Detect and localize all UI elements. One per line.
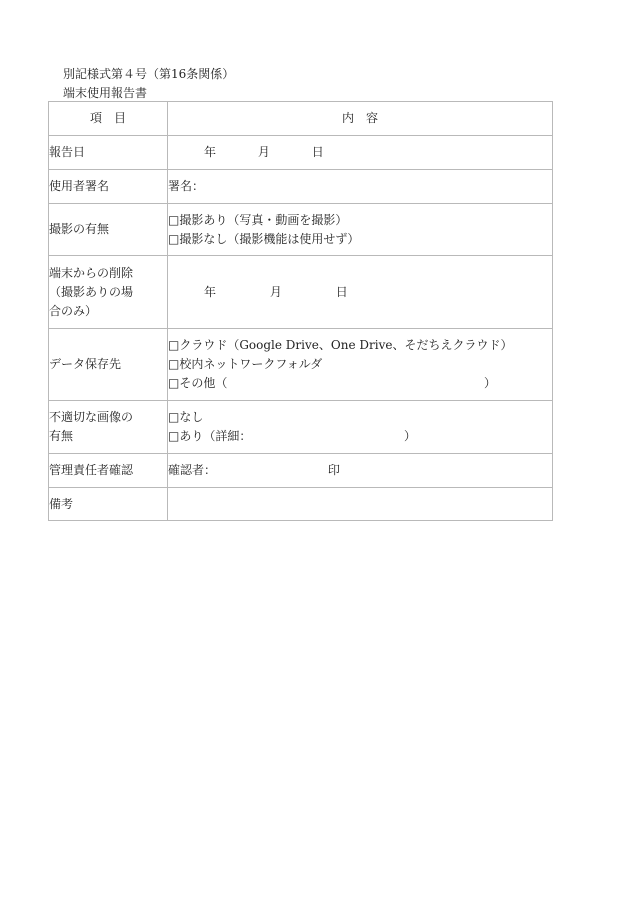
option-photo-yes[interactable]: □撮影あり（写真・動画を撮影） [168, 212, 348, 227]
form-title: 端末使用報告書 [63, 86, 148, 100]
row-remarks [49, 488, 553, 521]
value-photo [168, 204, 553, 256]
value-remarks[interactable] [168, 488, 553, 521]
value-admin-confirm[interactable] [168, 454, 553, 488]
label-storage: データ保存先 [49, 329, 168, 401]
label-deletion-line-2: （撮影ありの場 [49, 284, 134, 299]
storage-other-close: ） [484, 376, 497, 390]
label-inappropriate [49, 401, 168, 454]
label-photo: 撮影の有無 [49, 204, 168, 256]
deletion-date-month: 月 [269, 284, 282, 299]
storage-other-open: □その他（ [168, 376, 228, 390]
option-storage-other[interactable] [168, 374, 498, 393]
report-date-year: 年 [204, 145, 217, 159]
row-inappropriate [49, 401, 553, 454]
value-inappropriate [168, 401, 553, 454]
value-report-date[interactable] [168, 136, 553, 170]
label-deletion [49, 256, 168, 329]
option-storage-cloud[interactable]: □クラウド（Google Drive、One Drive、そだちえクラウド） [168, 338, 513, 352]
label-report-date: 報告日 [49, 136, 168, 170]
row-report-date [49, 136, 553, 170]
inappropriate-yes-open: □あり（詳細： [168, 429, 252, 443]
option-inappropriate-yes[interactable] [168, 427, 418, 446]
signature-prompt: 署名： [168, 179, 205, 193]
label-deletion-line-1: 端末からの削除 [49, 265, 134, 280]
confirmer-prompt: 確認者： [168, 463, 217, 477]
report-date-day: 日 [311, 145, 324, 159]
form-number: 別記様式第４号（第16条関係） [63, 67, 235, 81]
column-header-item: 項 目 [49, 102, 168, 136]
inappropriate-yes-close: ） [404, 429, 417, 443]
value-deletion-date[interactable] [168, 256, 553, 329]
row-photo [49, 204, 553, 256]
report-date-month: 月 [257, 145, 270, 159]
label-inappropriate-line-2: 有無 [49, 429, 74, 443]
option-photo-no[interactable]: □撮影なし（撮影機能は使用せず） [168, 231, 360, 246]
label-user-signature: 使用者署名 [49, 170, 168, 204]
row-user-signature [49, 170, 553, 204]
label-admin-confirm: 管理責任者確認 [49, 454, 168, 488]
seal-mark: 印 [327, 463, 340, 477]
label-deletion-line-3: 合のみ） [49, 303, 98, 318]
report-form-table [48, 101, 553, 521]
column-header-content: 内 容 [168, 102, 553, 136]
row-admin-confirm [49, 454, 553, 488]
row-deletion [49, 256, 553, 329]
row-storage [49, 329, 553, 401]
deletion-date-year: 年 [204, 284, 217, 299]
value-storage [168, 329, 553, 401]
deletion-date-day: 日 [335, 284, 348, 299]
table-header-row [49, 102, 553, 136]
option-storage-network-folder[interactable]: □校内ネットワークフォルダ [168, 357, 323, 371]
value-user-signature[interactable] [168, 170, 553, 204]
option-inappropriate-none[interactable]: □なし [168, 410, 204, 424]
label-remarks: 備考 [49, 488, 168, 521]
label-inappropriate-line-1: 不適切な画像の [49, 410, 134, 424]
